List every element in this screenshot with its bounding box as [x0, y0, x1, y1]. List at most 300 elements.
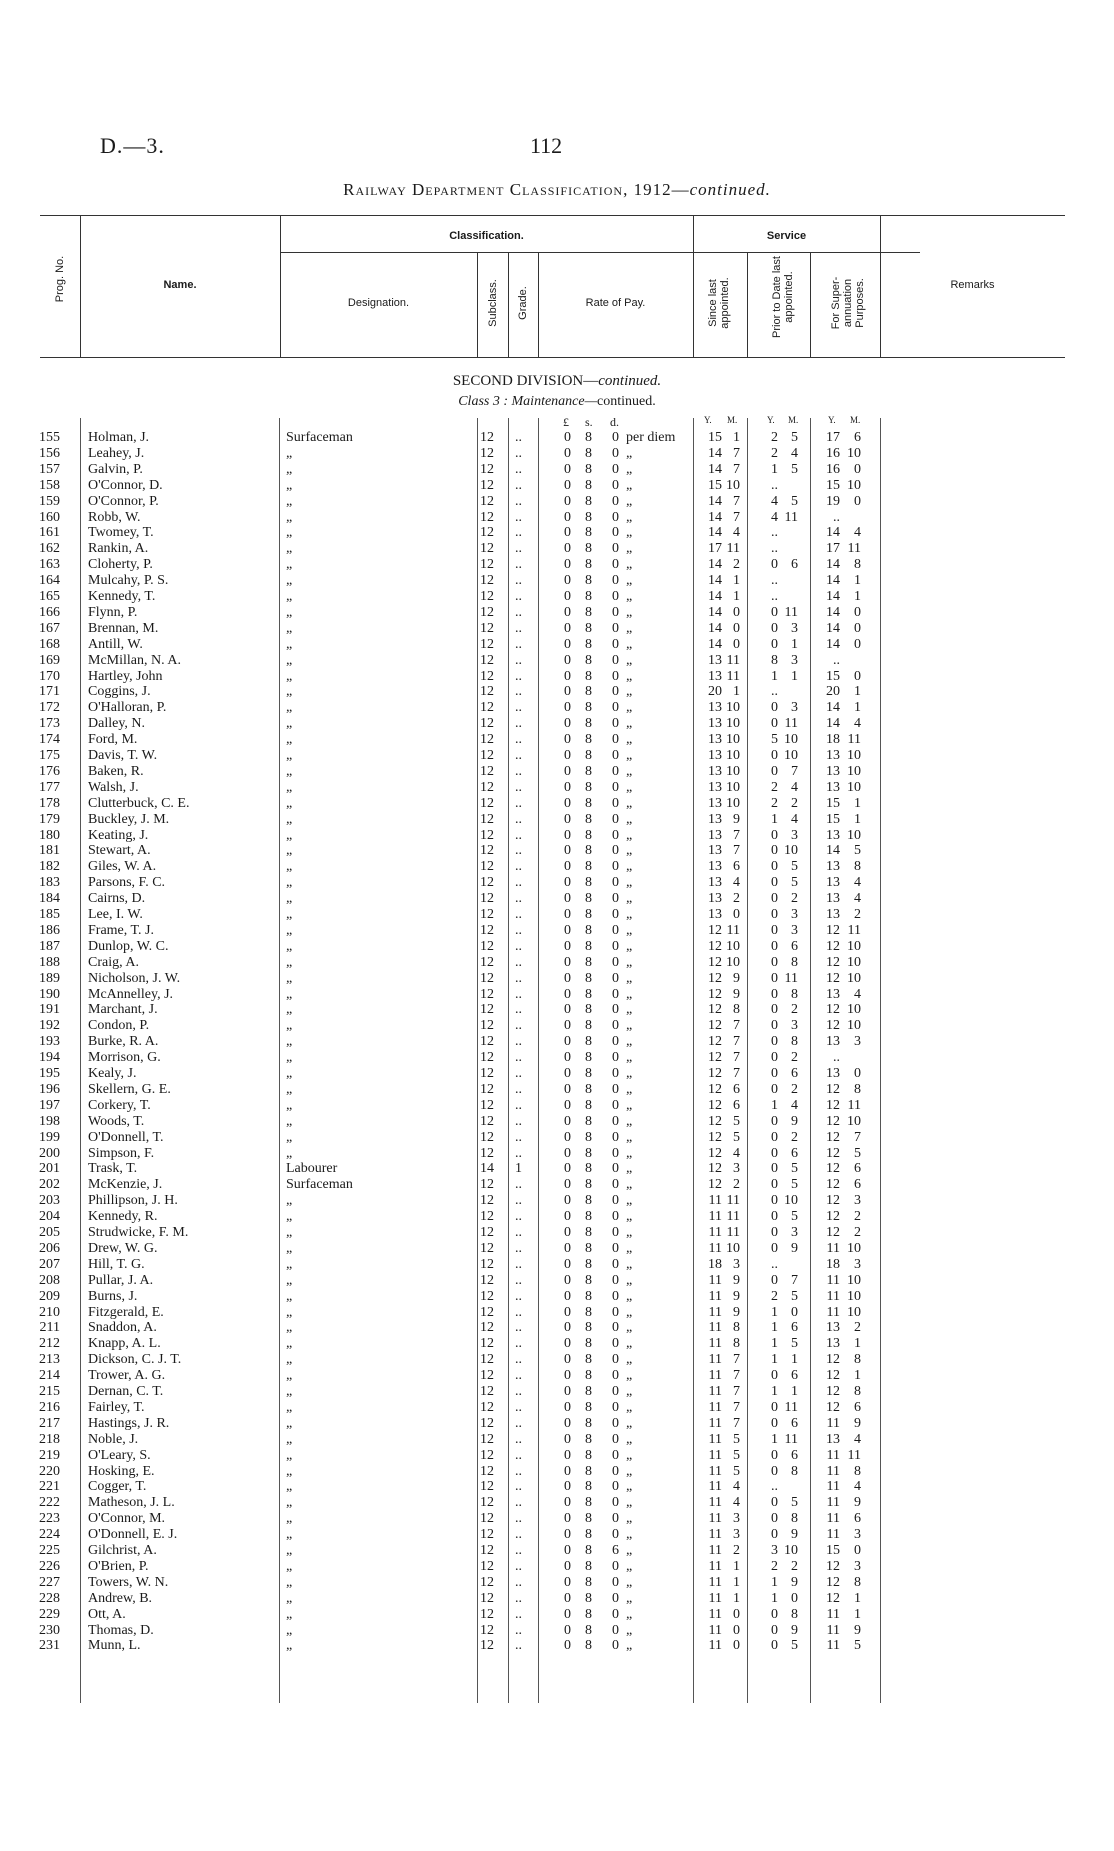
- employee-name: Dernan, C. T.: [88, 1384, 164, 1399]
- subclass: 12: [480, 1304, 494, 1320]
- prog-no: 183: [39, 875, 60, 891]
- pay-shillings: 8: [585, 907, 592, 922]
- super-months: 0: [854, 620, 861, 636]
- designation: „: [286, 1447, 293, 1463]
- pay-pounds: 0: [564, 763, 571, 779]
- unit-years: Y.: [704, 415, 712, 425]
- designation: „: [286, 1304, 293, 1320]
- pay-pounds: 0: [564, 1066, 571, 1081]
- grade: ..: [515, 1034, 522, 1050]
- prior-years: 0: [771, 1415, 778, 1431]
- employee-name: Drew, W. G.: [88, 1240, 158, 1256]
- super-years: ..: [833, 509, 840, 525]
- pay-period: „: [626, 1606, 633, 1622]
- pay-shillings: 8: [585, 1447, 592, 1463]
- super-months: 9: [854, 1495, 861, 1511]
- designation: „: [286, 509, 293, 525]
- designation: „: [286, 859, 293, 875]
- pay-shillings: 8: [585, 1113, 592, 1129]
- prior-months: 8: [791, 1511, 798, 1527]
- subclass: 12: [480, 843, 494, 859]
- pay-pence: 0: [612, 1145, 619, 1161]
- grade: ..: [515, 477, 522, 493]
- super-years: 12: [826, 1590, 840, 1606]
- grade: ..: [515, 652, 522, 668]
- pay-period: „: [626, 938, 633, 954]
- since-months: 8: [733, 1336, 740, 1352]
- pay-pence: 0: [612, 827, 619, 843]
- prior-years: ..: [771, 541, 778, 557]
- super-years: ..: [833, 652, 840, 668]
- prior-months: 9: [791, 1527, 798, 1543]
- prior-years: 0: [771, 1240, 778, 1256]
- super-months: 1: [854, 589, 861, 604]
- table-row: [0, 796, 1114, 812]
- subclass: 12: [480, 859, 494, 875]
- super-years: 12: [826, 1558, 840, 1574]
- table-row: [0, 1638, 1114, 1654]
- pay-period: „: [626, 1272, 633, 1288]
- pay-shillings: 8: [585, 1225, 592, 1240]
- table-row: [0, 907, 1114, 923]
- prog-no: 224: [39, 1527, 60, 1543]
- designation: „: [286, 493, 293, 509]
- since-months: 1: [733, 589, 740, 604]
- subclass: 12: [480, 1177, 494, 1193]
- grade: ..: [515, 1463, 522, 1479]
- since-years: 11: [708, 1193, 722, 1209]
- subclass: 12: [480, 700, 494, 716]
- table-row: [0, 446, 1114, 462]
- prior-years: ..: [771, 477, 778, 493]
- prog-no: 176: [39, 763, 60, 779]
- grade: ..: [515, 1638, 522, 1654]
- super-months: 3: [854, 1527, 861, 1543]
- table-header: [40, 215, 1065, 358]
- prog-no: 178: [39, 795, 60, 811]
- prior-years: ..: [771, 589, 778, 604]
- since-years: 13: [708, 875, 722, 891]
- table-row: [0, 1384, 1114, 1400]
- grade: ..: [515, 589, 522, 604]
- table-row: [0, 875, 1114, 891]
- pay-pounds: 0: [564, 1209, 571, 1225]
- since-months: 0: [733, 1622, 740, 1638]
- table-row: [0, 748, 1114, 764]
- since-years: 11: [708, 1638, 722, 1654]
- pay-pounds: 0: [564, 827, 571, 843]
- grade: ..: [515, 1622, 522, 1638]
- table-row: [0, 1591, 1114, 1607]
- prior-years: 0: [771, 700, 778, 716]
- pay-period: „: [626, 891, 633, 907]
- since-months: 8: [733, 1320, 740, 1336]
- prior-months: 5: [791, 461, 798, 477]
- pay-period: „: [626, 525, 633, 541]
- employee-name: Morrison, G.: [88, 1050, 161, 1066]
- pay-shillings: 8: [585, 636, 592, 652]
- pay-pounds: 0: [564, 668, 571, 684]
- prior-years: 0: [771, 1113, 778, 1129]
- since-years: 14: [708, 461, 722, 477]
- super-months: 4: [854, 1479, 861, 1495]
- pay-pence: 0: [612, 1240, 619, 1256]
- pay-pounds: 0: [564, 1558, 571, 1574]
- super-years: 11: [826, 1415, 840, 1431]
- pay-pounds: 0: [564, 875, 571, 891]
- pay-shillings: 8: [585, 1622, 592, 1638]
- since-months: 2: [733, 1177, 740, 1193]
- super-years: 13: [826, 779, 840, 795]
- pay-shillings: 8: [585, 557, 592, 573]
- pay-shillings: 8: [585, 700, 592, 716]
- super-months: 8: [854, 1081, 861, 1097]
- employee-name: Holman, J.: [88, 430, 150, 445]
- super-years: 11: [826, 1495, 840, 1511]
- grade: ..: [515, 970, 522, 986]
- pay-pounds: 0: [564, 907, 571, 922]
- pay-period: „: [626, 1543, 633, 1558]
- pay-pence: 0: [612, 922, 619, 938]
- pay-pence: 0: [612, 1558, 619, 1574]
- super-years: 12: [826, 1129, 840, 1145]
- pay-pounds: 0: [564, 509, 571, 525]
- employee-name: Kennedy, R.: [88, 1209, 158, 1225]
- pay-shillings: 8: [585, 954, 592, 970]
- since-months: 10: [726, 1240, 740, 1256]
- subclass: 12: [480, 652, 494, 668]
- pay-shillings: 8: [585, 493, 592, 509]
- super-months: 11: [847, 1097, 861, 1113]
- table-row: [0, 589, 1114, 605]
- employee-name: Condon, P.: [88, 1018, 150, 1034]
- prog-no: 197: [39, 1097, 60, 1113]
- since-months: 3: [733, 1161, 740, 1177]
- super-years: 15: [826, 795, 840, 811]
- pay-pence: 0: [612, 1606, 619, 1622]
- prog-no: 172: [39, 700, 60, 716]
- pay-pence: 0: [612, 636, 619, 652]
- super-years: 11: [826, 1511, 840, 1527]
- since-years: 17: [708, 541, 722, 557]
- pay-pounds: 0: [564, 700, 571, 716]
- pay-pounds: 0: [564, 620, 571, 636]
- prog-no: 218: [39, 1431, 60, 1447]
- super-years: 12: [826, 938, 840, 954]
- pay-period: „: [626, 461, 633, 477]
- pay-shillings: 8: [585, 938, 592, 954]
- table-row: [0, 653, 1114, 669]
- prior-months: 1: [791, 668, 798, 684]
- pay-period: „: [626, 1225, 633, 1240]
- designation: „: [286, 811, 293, 827]
- employee-name: Hill, T. G.: [88, 1256, 145, 1272]
- super-years: 20: [826, 684, 840, 700]
- pay-pence: 6: [612, 1543, 619, 1558]
- prog-no: 167: [39, 620, 60, 636]
- prior-years: 1: [771, 1097, 778, 1113]
- prior-years: 1: [771, 1431, 778, 1447]
- unit-years: Y.: [828, 415, 836, 425]
- prior-months: 0: [791, 1590, 798, 1606]
- unit-pence: d.: [610, 415, 619, 429]
- pay-shillings: 8: [585, 1304, 592, 1320]
- designation: „: [286, 1034, 293, 1050]
- super-months: 10: [847, 1113, 861, 1129]
- subclass: 12: [480, 1336, 494, 1352]
- since-months: 3: [733, 1256, 740, 1272]
- pay-pence: 0: [612, 1527, 619, 1543]
- prior-months: 5: [791, 1288, 798, 1304]
- division-heading: [0, 373, 1114, 390]
- since-years: 11: [708, 1384, 722, 1399]
- employee-name: Lee, I. W.: [88, 907, 143, 922]
- prior-months: 1: [791, 636, 798, 652]
- subclass: 12: [480, 1511, 494, 1527]
- since-years: 11: [708, 1415, 722, 1431]
- since-years: 13: [708, 716, 722, 732]
- grade: ..: [515, 1272, 522, 1288]
- grade: ..: [515, 700, 522, 716]
- prior-months: 8: [791, 1463, 798, 1479]
- pay-shillings: 8: [585, 859, 592, 875]
- subclass: 12: [480, 1018, 494, 1034]
- class-heading: [0, 394, 1114, 410]
- prog-no: 228: [39, 1590, 60, 1606]
- pay-pence: 0: [612, 1622, 619, 1638]
- super-years: 13: [826, 748, 840, 763]
- pay-pounds: 0: [564, 430, 571, 445]
- prior-months: 3: [791, 827, 798, 843]
- pay-period: „: [626, 493, 633, 509]
- prog-no: 194: [39, 1050, 60, 1066]
- super-months: 10: [847, 445, 861, 461]
- since-months: 1: [733, 1574, 740, 1590]
- prior-months: 11: [784, 1431, 798, 1447]
- prog-no: 189: [39, 970, 60, 986]
- designation: „: [286, 1066, 293, 1081]
- since-years: 12: [708, 938, 722, 954]
- super-years: 12: [826, 954, 840, 970]
- pay-pounds: 0: [564, 589, 571, 604]
- super-months: 6: [854, 430, 861, 445]
- prog-no: 179: [39, 811, 60, 827]
- pay-shillings: 8: [585, 748, 592, 763]
- grade: ..: [515, 779, 522, 795]
- super-months: 2: [854, 1320, 861, 1336]
- pay-pounds: 0: [564, 1145, 571, 1161]
- pay-period: „: [626, 875, 633, 891]
- pay-pounds: 0: [564, 493, 571, 509]
- prog-no: 163: [39, 557, 60, 573]
- pay-shillings: 8: [585, 445, 592, 461]
- pay-pounds: 0: [564, 557, 571, 573]
- pay-period: „: [626, 1463, 633, 1479]
- pay-pounds: 0: [564, 1638, 571, 1654]
- super-months: 8: [854, 1574, 861, 1590]
- designation: „: [286, 1240, 293, 1256]
- grade: ..: [515, 1018, 522, 1034]
- pay-shillings: 8: [585, 827, 592, 843]
- employee-name: Parsons, F. C.: [88, 875, 166, 891]
- prior-years: 0: [771, 875, 778, 891]
- pay-pounds: 0: [564, 1352, 571, 1368]
- super-years: 14: [826, 636, 840, 652]
- subclass: 12: [480, 461, 494, 477]
- super-months: 2: [854, 1209, 861, 1225]
- pay-pence: 0: [612, 573, 619, 589]
- grade: ..: [515, 1352, 522, 1368]
- since-years: 13: [708, 891, 722, 907]
- since-months: 11: [726, 1193, 740, 1209]
- subclass: 12: [480, 509, 494, 525]
- employee-name: Buckley, J. M.: [88, 811, 170, 827]
- pay-period: „: [626, 1479, 633, 1495]
- pay-period: „: [626, 573, 633, 589]
- prior-years: 1: [771, 1320, 778, 1336]
- grade: ..: [515, 1368, 522, 1384]
- prior-months: 1: [791, 1384, 798, 1399]
- prior-months: 5: [791, 430, 798, 445]
- super-years: 12: [826, 1081, 840, 1097]
- employee-name: Robb, W.: [88, 509, 141, 525]
- pay-shillings: 8: [585, 1240, 592, 1256]
- super-months: 10: [847, 1018, 861, 1034]
- prior-years: 0: [771, 986, 778, 1002]
- subclass: 12: [480, 827, 494, 843]
- designation: „: [286, 1256, 293, 1272]
- pay-shillings: 8: [585, 1320, 592, 1336]
- since-months: 2: [733, 1543, 740, 1558]
- pay-shillings: 8: [585, 1558, 592, 1574]
- prior-years: 0: [771, 1399, 778, 1415]
- pay-pounds: 0: [564, 1288, 571, 1304]
- employee-name: Marchant, J.: [88, 1002, 158, 1018]
- designation: „: [286, 1527, 293, 1543]
- table-row: [0, 1495, 1114, 1511]
- designation: „: [286, 1558, 293, 1574]
- pay-pounds: 0: [564, 1574, 571, 1590]
- prior-years: 0: [771, 970, 778, 986]
- pay-shillings: 8: [585, 684, 592, 700]
- prior-months: 2: [791, 795, 798, 811]
- grade: ..: [515, 1606, 522, 1622]
- subclass: 12: [480, 1288, 494, 1304]
- prior-months: 11: [784, 509, 798, 525]
- prior-years: 1: [771, 1590, 778, 1606]
- super-months: 10: [847, 827, 861, 843]
- employee-name: Hartley, John: [88, 668, 163, 684]
- prior-months: 7: [791, 1272, 798, 1288]
- table-row: [0, 1623, 1114, 1639]
- designation: „: [286, 1415, 293, 1431]
- pay-pence: 0: [612, 1161, 619, 1177]
- pay-pence: 0: [612, 604, 619, 620]
- pay-pence: 0: [612, 954, 619, 970]
- designation: „: [286, 1018, 293, 1034]
- subclass: 12: [480, 1415, 494, 1431]
- since-years: 15: [708, 477, 722, 493]
- pay-pence: 0: [612, 1320, 619, 1336]
- since-months: 7: [733, 445, 740, 461]
- super-months: 11: [847, 922, 861, 938]
- prior-years: 8: [771, 652, 778, 668]
- super-years: 12: [826, 970, 840, 986]
- prior-months: 2: [791, 1050, 798, 1066]
- prior-years: 2: [771, 430, 778, 445]
- since-years: 12: [708, 1002, 722, 1018]
- employee-name: Coggins, J.: [88, 684, 151, 700]
- prog-no: 166: [39, 604, 60, 620]
- table-row: [0, 684, 1114, 700]
- prog-no: 165: [39, 589, 60, 604]
- pay-pence: 0: [612, 970, 619, 986]
- table-row: [0, 1130, 1114, 1146]
- prior-years: 0: [771, 1272, 778, 1288]
- table-row: [0, 1543, 1114, 1559]
- pay-pence: 0: [612, 938, 619, 954]
- since-years: 13: [708, 700, 722, 716]
- super-months: 10: [847, 1240, 861, 1256]
- super-years: 13: [826, 907, 840, 922]
- table-row: [0, 605, 1114, 621]
- pay-pence: 0: [612, 1590, 619, 1606]
- prior-months: 6: [791, 557, 798, 573]
- pay-shillings: 8: [585, 716, 592, 732]
- super-years: 13: [826, 986, 840, 1002]
- table-row: [0, 1464, 1114, 1480]
- designation: „: [286, 1193, 293, 1209]
- employee-name: Walsh, J.: [88, 779, 139, 795]
- pay-shillings: 8: [585, 652, 592, 668]
- pay-shillings: 8: [585, 1463, 592, 1479]
- super-months: 10: [847, 763, 861, 779]
- designation: „: [286, 1145, 293, 1161]
- designation: „: [286, 1209, 293, 1225]
- super-years: 14: [826, 700, 840, 716]
- since-months: 9: [733, 1272, 740, 1288]
- subclass: 12: [480, 938, 494, 954]
- since-years: 11: [708, 1463, 722, 1479]
- col-for-super: For Super-annuation Purposes.: [830, 276, 866, 330]
- prior-years: 0: [771, 1050, 778, 1066]
- title-continued: continued.: [689, 180, 771, 199]
- grade: ..: [515, 1225, 522, 1240]
- prog-no: 174: [39, 732, 60, 748]
- since-years: 11: [708, 1590, 722, 1606]
- super-months: 6: [854, 1161, 861, 1177]
- since-months: 11: [726, 668, 740, 684]
- pay-pence: 0: [612, 1304, 619, 1320]
- employee-name: Fitzgerald, E.: [88, 1304, 164, 1320]
- prog-no: 208: [39, 1272, 60, 1288]
- super-years: 13: [826, 1320, 840, 1336]
- pay-pence: 0: [612, 1225, 619, 1240]
- grade: ..: [515, 732, 522, 748]
- prior-months: 10: [784, 1543, 798, 1558]
- super-months: 3: [854, 1193, 861, 1209]
- table-row: [0, 1002, 1114, 1018]
- subclass: 12: [480, 1066, 494, 1081]
- pay-period: „: [626, 1320, 633, 1336]
- table-row: [0, 525, 1114, 541]
- grade: ..: [515, 525, 522, 541]
- pay-pounds: 0: [564, 1399, 571, 1415]
- since-years: 14: [708, 509, 722, 525]
- employee-name: Gilchrist, A.: [88, 1543, 157, 1558]
- super-years: 12: [826, 1097, 840, 1113]
- grade: ..: [515, 573, 522, 589]
